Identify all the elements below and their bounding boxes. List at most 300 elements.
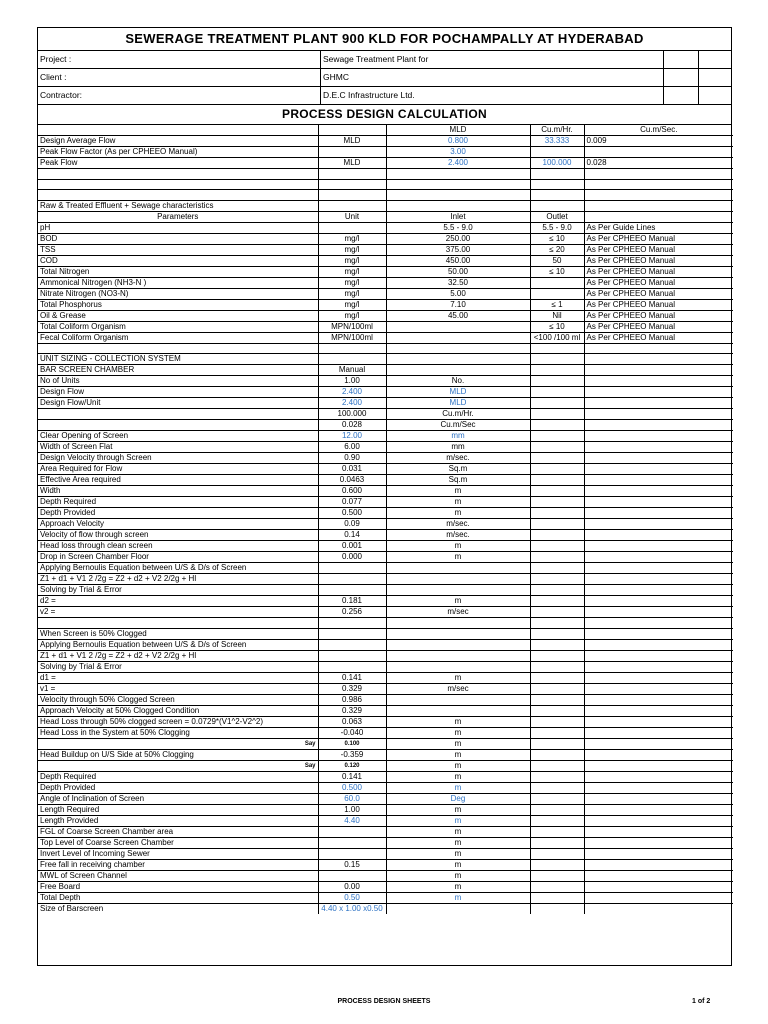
table-cell: 32.50 [386,277,530,288]
table-row [38,629,733,640]
table-row [38,673,733,684]
table-cell [530,343,584,354]
table-cell: As Per Guide Lines [584,222,733,233]
table-row [38,255,733,266]
table-cell [584,629,733,640]
table-cell: Cu.m/Hr. [386,409,530,420]
table-cell: 7.10 [386,299,530,310]
table-cell: ≤ 20 [530,244,584,255]
table-row [38,596,733,607]
table-cell: 100.000 [318,409,386,420]
table-cell [318,563,386,574]
table-cell [584,508,733,519]
table-cell: Velocity through 50% Clogged Screen [38,695,318,706]
info-label: Project : [38,51,321,68]
table-row [38,354,733,365]
table-cell: m [386,882,530,893]
table-cell [38,343,318,354]
table-cell [318,222,386,233]
table-cell: UNIT SIZING - COLLECTION SYSTEM [38,354,318,365]
table-cell: m [386,497,530,508]
table-cell: Cu.m/Sec. [584,125,733,136]
table-cell: Head loss through clean screen [38,541,318,552]
table-cell: Free Board [38,882,318,893]
table-cell [530,761,584,772]
info-value: Sewage Treatment Plant for [321,51,664,68]
table-cell [318,125,386,136]
table-cell: MLD [318,158,386,169]
table-cell: Angle of Inclination of Screen [38,794,318,805]
table-cell [530,508,584,519]
table-cell: 0.329 [318,684,386,695]
table-cell: m [386,805,530,816]
table-cell [530,662,584,673]
table-row [38,783,733,794]
table-cell [386,662,530,673]
table-cell [386,651,530,662]
table-cell: 0.986 [318,695,386,706]
table-cell [530,200,584,211]
table-row [38,222,733,233]
table-cell: m [386,750,530,761]
section-title: PROCESS DESIGN CALCULATION [38,105,731,125]
table-cell [530,607,584,618]
table-cell [584,717,733,728]
table-cell: Area Required for Flow [38,464,318,475]
table-cell: 0.181 [318,596,386,607]
table-row [38,750,733,761]
table-cell [38,618,318,629]
table-cell: 50 [530,255,584,266]
table-cell [584,563,733,574]
table-cell [318,640,386,651]
table-cell [530,618,584,629]
table-cell [584,497,733,508]
table-cell [530,871,584,882]
table-cell [584,860,733,871]
table-cell [584,431,733,442]
table-cell [386,585,530,596]
table-cell [584,475,733,486]
table-cell [584,343,733,354]
table-row [38,343,733,354]
table-cell: mg/l [318,233,386,244]
table-cell [584,190,733,201]
table-cell: 0.009 [584,136,733,147]
table-cell [530,706,584,717]
table-cell [530,442,584,453]
table-row [38,453,733,464]
table-cell: m/sec [386,607,530,618]
table-cell [530,750,584,761]
table-cell: ≤ 1 [530,299,584,310]
table-cell [530,179,584,190]
table-cell: 0.500 [318,783,386,794]
table-cell [318,662,386,673]
table-row [38,190,733,201]
table-cell: 0.15 [318,860,386,871]
table-cell [530,354,584,365]
table-cell [318,354,386,365]
table-cell [584,794,733,805]
table-row [38,244,733,255]
table-row [38,805,733,816]
table-cell [584,365,733,376]
table-cell: mg/l [318,266,386,277]
table-cell: Depth Required [38,772,318,783]
table-cell [530,453,584,464]
table-row [38,706,733,717]
table-row [38,860,733,871]
table-row [38,233,733,244]
table-row [38,893,733,904]
table-cell: ≤ 10 [530,266,584,277]
table-cell [530,376,584,387]
table-cell: 250.00 [386,233,530,244]
table-cell [584,464,733,475]
table-cell [530,783,584,794]
table-cell: Depth Provided [38,783,318,794]
table-cell: Width [38,486,318,497]
table-row [38,849,733,860]
table-cell [530,169,584,180]
table-cell: 0.329 [318,706,386,717]
table-row [38,387,733,398]
table-cell [584,673,733,684]
table-cell: 12.00 [318,431,386,442]
table-cell: MPN/100ml [318,321,386,332]
table-cell [530,464,584,475]
table-cell: 0.063 [318,717,386,728]
table-cell [584,200,733,211]
table-cell: Total Depth [38,893,318,904]
table-cell: 1.00 [318,376,386,387]
table-cell: 0.800 [386,136,530,147]
table-cell: Parameters [38,211,318,222]
table-cell [386,354,530,365]
table-cell [318,585,386,596]
table-cell: Depth Provided [38,508,318,519]
table-cell [530,651,584,662]
table-cell [530,827,584,838]
table-row [38,585,733,596]
table-cell: Nil [530,310,584,321]
table-cell: m [386,596,530,607]
table-cell: 4.40 x 1.00 x0.50 [318,904,386,915]
calculation-table [38,125,733,914]
table-cell: Solving by Trial & Error [38,662,318,673]
table-cell [584,651,733,662]
table-cell: MLD [386,125,530,136]
table-cell [584,761,733,772]
table-row [38,651,733,662]
table-cell: As Per CPHEEO Manual [584,266,733,277]
table-cell: 45.00 [386,310,530,321]
table-cell [530,695,584,706]
table-cell: m [386,783,530,794]
table-cell: m [386,860,530,871]
table-row [38,794,733,805]
table-row [38,431,733,442]
project-info-block [38,51,731,105]
table-cell: 0.00 [318,882,386,893]
table-cell: 0.001 [318,541,386,552]
table-cell: 0.141 [318,673,386,684]
table-cell: 5.5 - 9.0 [530,222,584,233]
table-cell [584,728,733,739]
table-cell: Peak Flow [38,158,318,169]
empty-cell [664,69,699,86]
table-cell: Z1 + d1 + V1 2 /2g = Z2 + d2 + V2 2/2g + Hl [38,574,318,585]
table-row [38,552,733,563]
table-cell: Solving by Trial & Error [38,585,318,596]
table-cell [530,190,584,201]
table-cell [584,739,733,750]
table-cell: 3.00 [386,147,530,158]
table-cell: Raw & Treated Effluent + Sewage characteristics [38,200,318,211]
table-cell [530,398,584,409]
table-cell [584,530,733,541]
table-cell [386,563,530,574]
table-cell: 375.00 [386,244,530,255]
table-cell [530,849,584,860]
table-cell [530,409,584,420]
table-cell: m [386,673,530,684]
table-cell [530,860,584,871]
table-cell: As Per CPHEEO Manual [584,299,733,310]
table-cell: mg/l [318,255,386,266]
table-row [38,365,733,376]
table-cell: pH [38,222,318,233]
table-cell: Sq.m [386,475,530,486]
table-cell [584,409,733,420]
table-cell [386,574,530,585]
table-cell: m [386,893,530,904]
table-cell [386,343,530,354]
table-cell [584,387,733,398]
table-cell [584,541,733,552]
table-cell [38,125,318,136]
table-cell: As Per CPHEEO Manual [584,277,733,288]
table-cell: 2.400 [318,398,386,409]
table-row [38,684,733,695]
table-cell [318,827,386,838]
table-cell [584,442,733,453]
table-cell: FGL of Coarse Screen Chamber area [38,827,318,838]
table-cell: mg/l [318,299,386,310]
table-cell: m/sec. [386,530,530,541]
table-cell [386,618,530,629]
table-cell [318,871,386,882]
table-cell [38,420,318,431]
empty-cell [699,87,731,104]
table-row [38,497,733,508]
table-cell [386,365,530,376]
table-cell: Sq.m [386,464,530,475]
table-cell [584,398,733,409]
table-cell: m [386,871,530,882]
table-cell: ≤ 10 [530,233,584,244]
table-cell: MWL of Screen Channel [38,871,318,882]
table-cell: Ammonical Nitrogen (NH3-N ) [38,277,318,288]
table-cell: Length Required [38,805,318,816]
table-cell [530,475,584,486]
table-cell: 0.120 [318,761,386,772]
info-row [38,69,731,87]
table-cell [386,200,530,211]
table-row [38,464,733,475]
table-cell [318,179,386,190]
table-cell [530,838,584,849]
table-cell [386,190,530,201]
table-cell [318,618,386,629]
table-cell: Unit [318,211,386,222]
table-cell: When Screen is 50% Clogged [38,629,318,640]
table-cell: Top Level of Coarse Screen Chamber [38,838,318,849]
table-row [38,321,733,332]
table-cell [530,585,584,596]
table-cell [584,486,733,497]
table-cell [386,904,530,915]
table-cell: Design Average Flow [38,136,318,147]
table-cell [584,893,733,904]
table-cell: Manual [318,365,386,376]
table-cell [584,827,733,838]
table-cell [530,420,584,431]
table-cell [530,596,584,607]
table-row [38,200,733,211]
table-cell: m [386,552,530,563]
table-row [38,640,733,651]
table-cell: MLD [386,398,530,409]
table-cell [530,772,584,783]
table-cell [530,387,584,398]
table-cell: Inlet [386,211,530,222]
table-cell [584,211,733,222]
table-cell: Cu.m/Hr. [530,125,584,136]
empty-cell [664,87,699,104]
table-cell: Applying Bernoulis Equation between U/S & D/s of Screen [38,640,318,651]
table-cell [530,541,584,552]
table-cell [530,530,584,541]
table-cell [530,365,584,376]
table-cell [530,288,584,299]
table-cell [530,147,584,158]
table-row [38,277,733,288]
table-cell [530,486,584,497]
table-row [38,179,733,190]
table-cell [530,277,584,288]
table-cell [530,684,584,695]
table-row [38,147,733,158]
table-cell: 100.000 [530,158,584,169]
table-cell: MLD [386,387,530,398]
table-row [38,717,733,728]
table-cell: As Per CPHEEO Manual [584,321,733,332]
table-cell: m [386,717,530,728]
table-row [38,420,733,431]
table-row [38,563,733,574]
table-cell: 0.100 [318,739,386,750]
table-cell: 33.333 [530,136,584,147]
table-cell [530,673,584,684]
table-row [38,519,733,530]
table-row [38,475,733,486]
table-cell: As Per CPHEEO Manual [584,332,733,343]
table-cell: Design Velocity through Screen [38,453,318,464]
table-row [38,728,733,739]
table-cell: 4.40 [318,816,386,827]
table-row [38,299,733,310]
table-cell: COD [38,255,318,266]
table-cell: 0.028 [318,420,386,431]
page-number: 1 of 2 [692,998,711,1005]
table-cell: 0.90 [318,453,386,464]
table-cell: Peak Flow Factor (As per CPHEEO Manual) [38,147,318,158]
table-cell: 0.141 [318,772,386,783]
table-row [38,169,733,180]
table-row [38,125,733,136]
table-cell: 0.028 [584,158,733,169]
table-cell: Head Buildup on U/S Side at 50% Clogging [38,750,318,761]
table-row [38,827,733,838]
table-cell: m/sec. [386,519,530,530]
info-row [38,87,731,105]
table-cell [530,717,584,728]
table-cell: 0.000 [318,552,386,563]
table-cell [584,706,733,717]
table-cell: m/sec. [386,453,530,464]
table-cell [584,147,733,158]
info-value: D.E.C Infrastructure Ltd. [321,87,664,104]
table-row [38,508,733,519]
table-cell [584,574,733,585]
table-cell: Cu.m/Sec [386,420,530,431]
table-row [38,618,733,629]
table-cell [318,651,386,662]
table-cell [584,816,733,827]
empty-cell [699,51,731,68]
table-cell [386,629,530,640]
table-cell [584,169,733,180]
table-cell [530,640,584,651]
table-row [38,904,733,915]
table-cell: v1 = [38,684,318,695]
table-row [38,772,733,783]
table-cell: Effective Area required [38,475,318,486]
table-cell [386,706,530,717]
table-cell: Drop in Screen Chamber Floor [38,552,318,563]
table-cell [584,618,733,629]
table-row [38,158,733,169]
table-row [38,607,733,618]
table-cell [584,552,733,563]
table-cell: 0.14 [318,530,386,541]
table-cell: MPN/100ml [318,332,386,343]
table-cell: Total Phosphorus [38,299,318,310]
table-cell [584,354,733,365]
table-cell [318,849,386,860]
table-cell: Say [38,761,318,772]
table-cell: 6.00 [318,442,386,453]
table-cell: Total Coliform Organism [38,321,318,332]
table-cell [318,147,386,158]
table-cell [530,904,584,915]
table-cell [318,574,386,585]
table-cell: 0.50 [318,893,386,904]
info-row [38,51,731,69]
table-cell: m [386,849,530,860]
